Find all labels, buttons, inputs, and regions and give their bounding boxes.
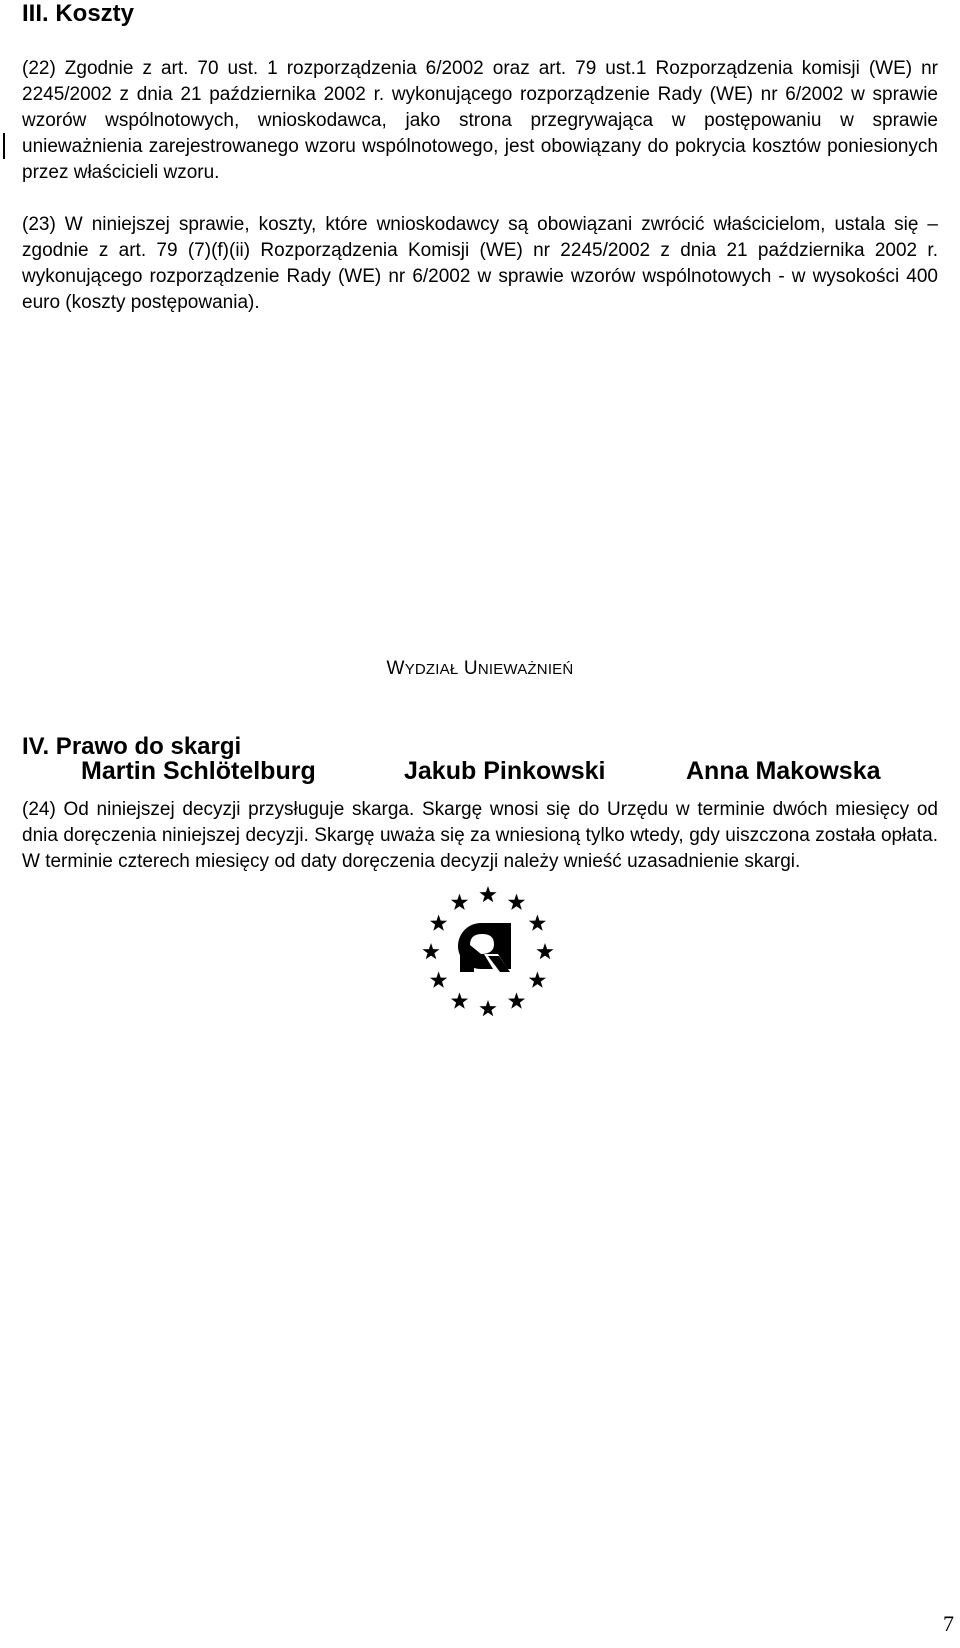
star-icon <box>430 915 447 931</box>
star-icon <box>479 1000 496 1016</box>
section-heading-appeal: IV. Prawo do skargi <box>22 733 242 760</box>
star-icon <box>451 894 468 910</box>
signatory-name: Anna Makowska <box>686 757 881 785</box>
star-icon <box>451 992 468 1008</box>
signatories <box>0 757 960 791</box>
department-name: WYDZIAŁ UNIEWAŻNIEŃ <box>386 658 574 679</box>
star-icon <box>508 992 525 1008</box>
paragraph-24: (24) Od niniejszej decyzji przysługuje skarga. Skargę wnosi się do Urzędu w terminie dwóch miesięcy od dnia doręczenia niniejszej decyzji. Skargę uważa się za wniesioną tylko wtedy, gdy uiszczona została opłata. W terminie czterech miesięcy od daty doręczenia decyzji należy wnieść uzasadnienie skargi. <box>22 799 938 872</box>
ohim-logo-icon <box>418 882 558 1022</box>
signatory-name: Martin Schlötelburg <box>81 757 316 785</box>
star-icon <box>430 972 447 988</box>
star-icon <box>536 943 553 959</box>
paragraph-22: (22) Zgodnie z art. 70 ust. 1 rozporządzenia 6/2002 oraz art. 79 ust.1 Rozporządzenia komisji (WE) nr 2245/2002 z dnia 21 października 2002 r. wykonującego rozporządzenie Rady (WE) nr 6/2002 w sprawie wzorów wspólnotowych, wnioskodawca, jako strona przegrywająca w postępowaniu w sprawie unieważnienia zarejestrowanego wzoru wspólnotowego, jest obowiązany do pokrycia kosztów poniesionych przez właścicieli wzoru. <box>22 58 938 183</box>
star-icon <box>529 972 546 988</box>
section-heading-costs: III. Koszty <box>22 0 135 27</box>
signatory-name: Jakub Pinkowski <box>404 757 606 785</box>
revision-change-bar <box>3 133 5 159</box>
page-number: 7 <box>943 1611 954 1636</box>
star-icon <box>529 915 546 931</box>
registered-r-mark <box>458 923 511 974</box>
paragraph-23: (23) W niniejszej sprawie, koszty, które wnioskodawcy są obowiązani zwrócić właścicielom, ustala się – zgodnie z art. 79 (7)(f)(ii) Rozporządzenia Komisji (WE) nr 2245/2002 z dnia 21 października 2002 r. wykonującego rozporządzenie Rady (WE) nr 6/2002 w sprawie wzorów wspólnotowych - w wysokości 400 euro (koszty postępowania). <box>22 214 938 313</box>
star-icon <box>508 894 525 910</box>
star-icon <box>422 943 439 959</box>
star-icon <box>479 886 496 902</box>
